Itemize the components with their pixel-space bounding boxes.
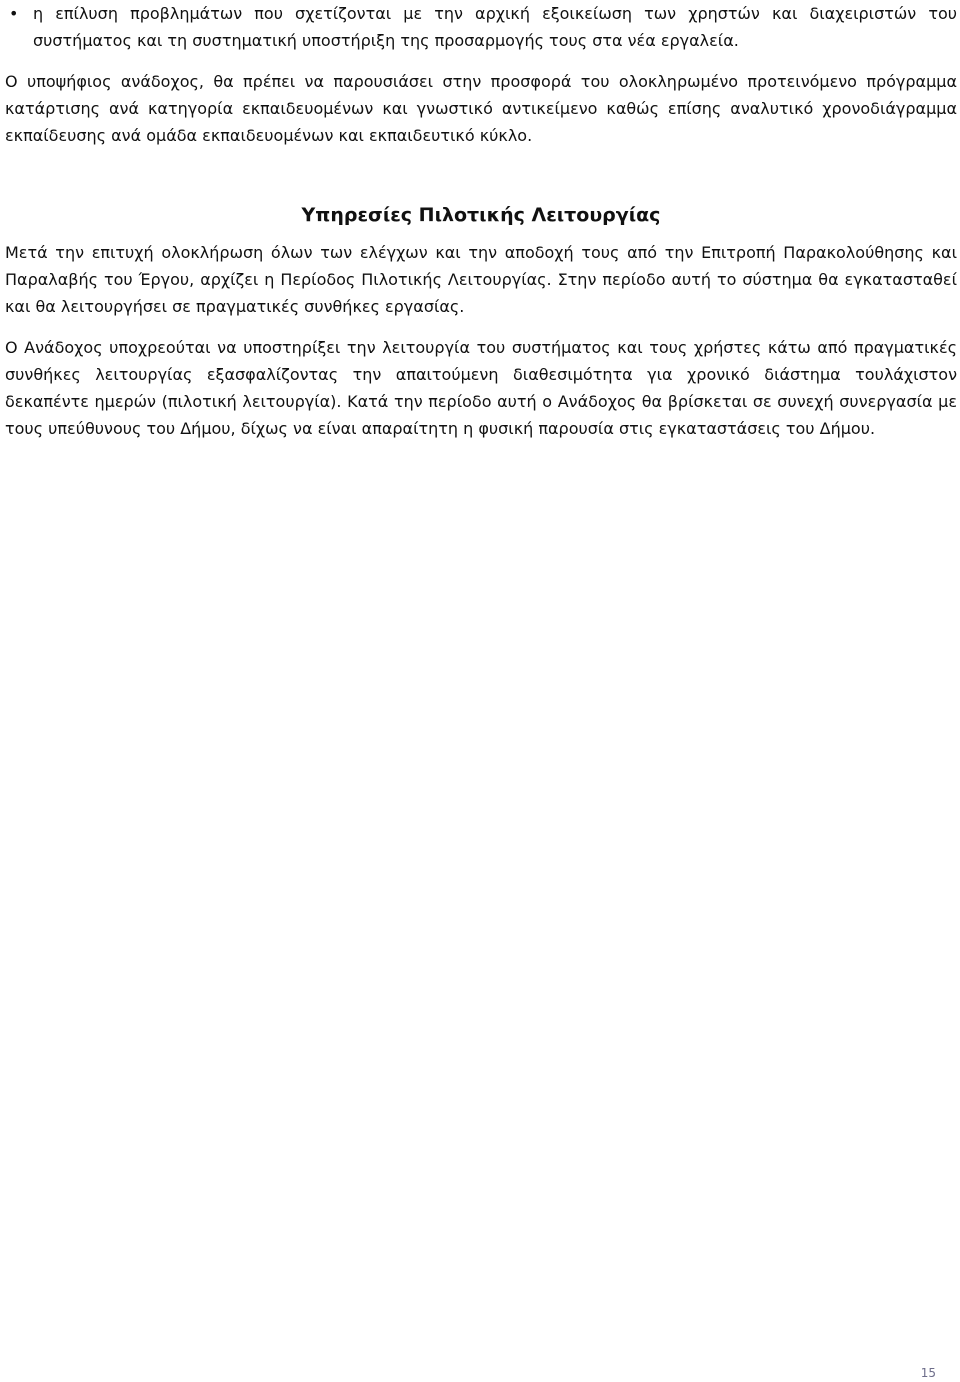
bullet-item bbox=[5, 0, 957, 54]
paragraph-contractor-support: Ο Ανάδοχος υποχρεούται να υποστηρίξει την λειτουργία του συστήματος και τους χρήστες κάτω από πραγματικές συνθήκες λειτουργίας εξασφαλίζοντας την απαιτούμενη διαθεσιμότητα για χρονικό διάστημα τουλάχιστον δεκαπέντε ημερών (πιλοτική λειτουργία). Κατά την περίοδο αυτή ο Ανάδοχος θα βρίσκεται σε συνεχή συνεργασία με τους υπεύθυνους του Δήμου, δίχως να είναι απαραίτητη η φυσική παρουσία στις εγκαταστάσεις του Δήμου. bbox=[5, 338, 957, 438]
page-number: 15 bbox=[920, 1366, 936, 1380]
paragraph-pilot-start: Μετά την επιτυχή ολοκλήρωση όλων των ελέγχων και την αποδοχή τους από την Επιτροπή Παρακολούθησης και Παραλαβής του Έργου, αρχίζει η Περίοδος Πιλοτικής Λειτουργίας. Στην περίοδο αυτή το σύστημα θα εγκατασταθεί και θα λειτουργήσει σε πραγματικές συνθήκες εργασίας. bbox=[5, 243, 957, 316]
paragraph-training-program: Ο υποψήφιος ανάδοχος, θα πρέπει να παρουσιάσει στην προσφορά του ολοκληρωμένο προτεινόμενο πρόγραμμα κατάρτισης ανά κατηγορία εκπαιδευομένων και γνωστικό αντικείμενο καθώς επίσης αναλυτικό χρονοδιάγραμμα εκπαίδευσης ανά ομάδα εκπαιδευομένων και εκπαιδευτικό κύκλο. bbox=[5, 72, 957, 145]
bullet-icon: • bbox=[9, 4, 19, 23]
section-heading: Υπηρεσίες Πιλοτικής Λειτουργίας bbox=[301, 204, 661, 226]
document-body bbox=[5, 0, 957, 442]
bullet-text: η επίλυση προβλημάτων που σχετίζονται με την αρχική εξοικείωση των χρηστών και διαχειριστών του συστήματος και τη συστηματική υποστήριξη της προσαρμογής τους στα νέα εργαλεία. bbox=[33, 4, 957, 50]
